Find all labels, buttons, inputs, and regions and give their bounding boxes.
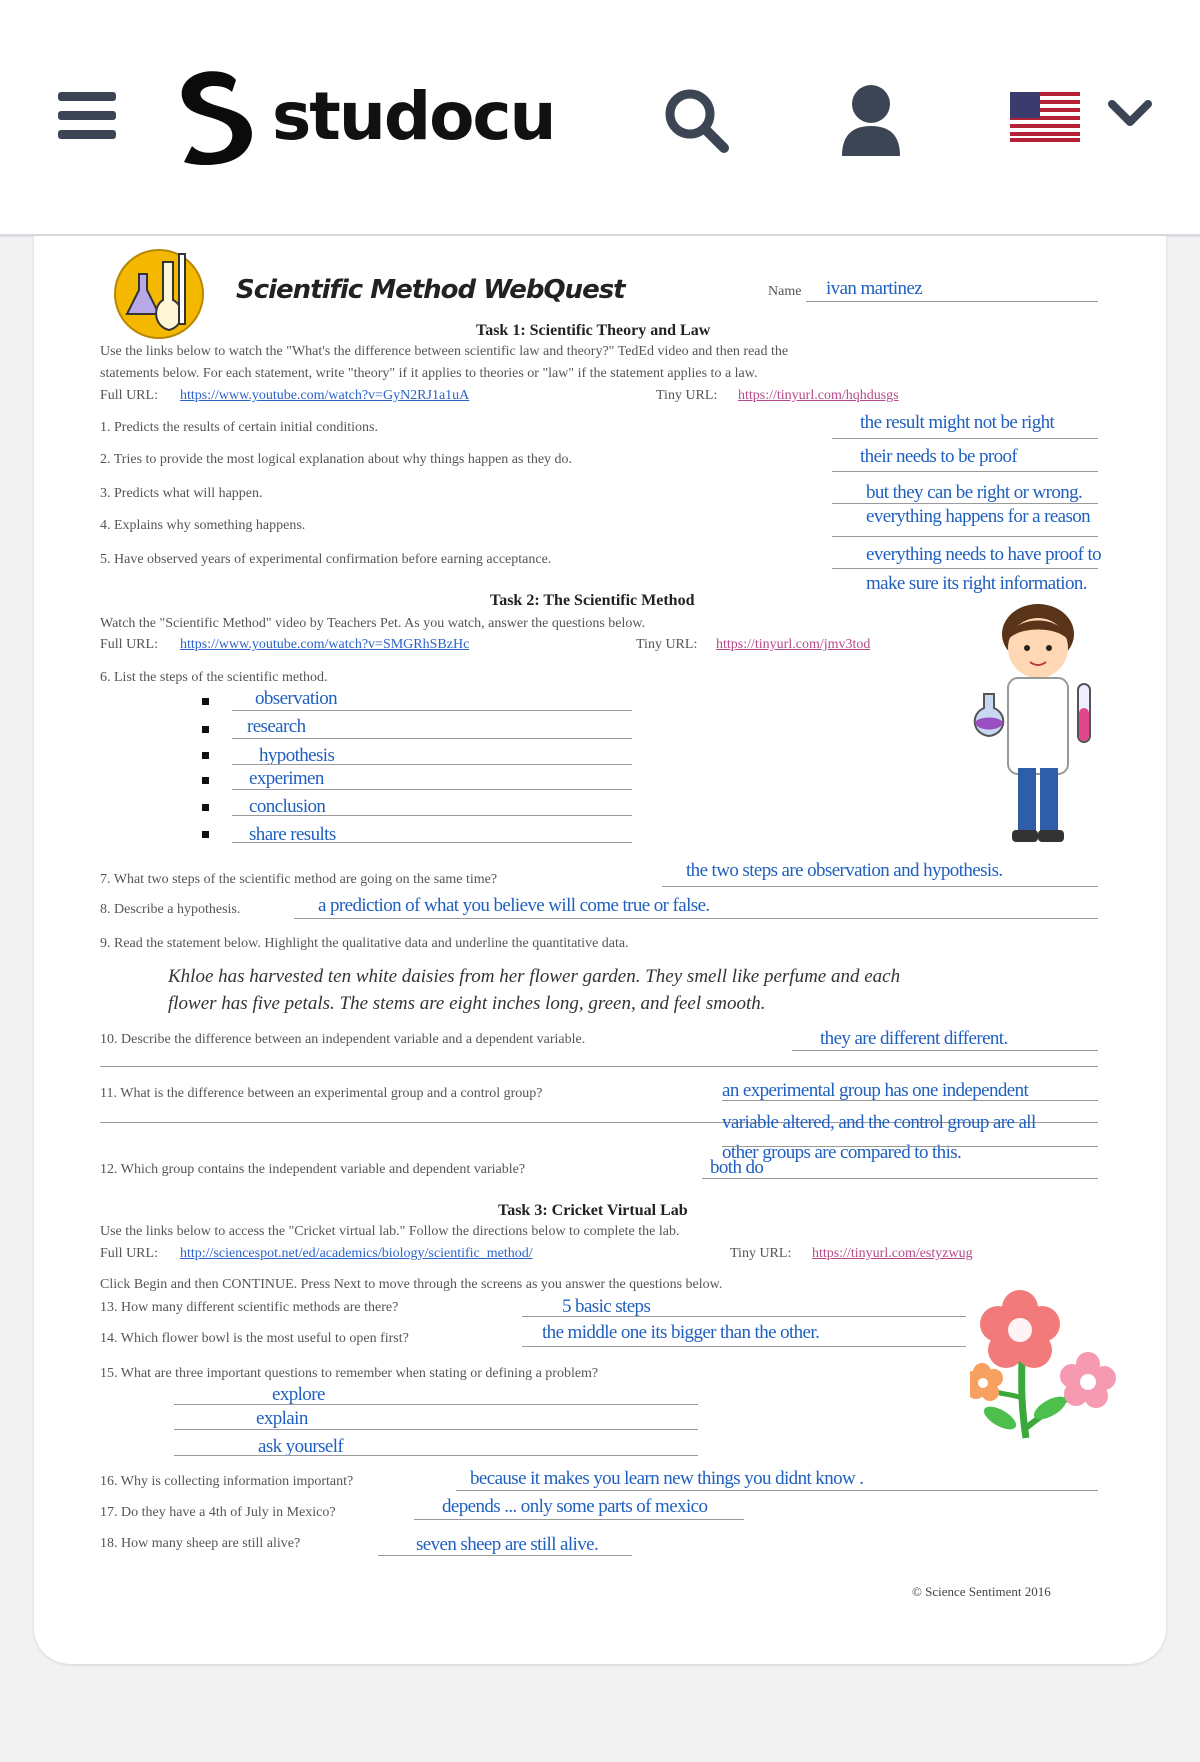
task2-answer-10: they are different different. — [820, 1028, 1008, 1049]
task3-question-14: 14. Which flower bowl is the most useful to open first? — [100, 1331, 409, 1346]
task1-answer-5a: everything needs to have proof to — [866, 544, 1102, 565]
step-3: hypothesis — [259, 745, 335, 766]
answer-line — [722, 1100, 1098, 1101]
answer-line — [832, 503, 1098, 504]
answer-line — [832, 536, 1098, 537]
bullet — [202, 831, 209, 838]
task2-heading: Task 2: The Scientific Method — [490, 592, 695, 609]
lab-flask-icon — [111, 244, 211, 345]
task1-answer-2: their needs to be proof — [860, 446, 1018, 467]
logo-text: studocu — [272, 77, 555, 155]
task2-question-12: 12. Which group contains the independent variable and dependent variable? — [100, 1162, 526, 1177]
task2-question-9: 9. Read the statement below. Highlight the qualitative data and underline the quantitative data. — [100, 936, 629, 951]
task1-tiny-url-link[interactable]: https://tinyurl.com/hqhdusgs — [738, 388, 899, 403]
task1-heading: Task 1: Scientific Theory and Law — [476, 322, 711, 339]
answer-line — [522, 1346, 966, 1347]
task2-full-url-link[interactable]: https://www.youtube.com/watch?v=SMGRhSBzHc — [180, 637, 470, 652]
answer-line — [722, 1146, 1098, 1147]
answer-line — [832, 568, 1098, 569]
answer-line — [832, 438, 1098, 439]
step-1: observation — [255, 688, 338, 709]
answer-line — [232, 738, 632, 739]
task3-question-13: 13. How many different scientific methods are there? — [100, 1300, 399, 1315]
task2-question-10: 10. Describe the difference between an independent variable and a dependent variable. — [100, 1032, 586, 1047]
passage-line1: Khloe has harvested ten white daisies from her flower garden. They smell like perfume and each — [168, 966, 901, 987]
answer-line — [456, 1490, 1098, 1491]
task1-tiny-url-label: Tiny URL: — [656, 388, 718, 403]
task2-tiny-url-label: Tiny URL: — [636, 637, 698, 652]
answer-line — [232, 842, 632, 843]
task1-question-1: 1. Predicts the results of certain initial conditions. — [100, 420, 378, 435]
step-4: experimen — [249, 768, 324, 789]
task1-answer-4: everything happens for a reason — [866, 506, 1091, 527]
task3-full-url-link[interactable]: http://sciencespot.net/ed/academics/biology/scientific_method/ — [180, 1246, 533, 1261]
task3-answer-18: seven sheep are still alive. — [416, 1534, 599, 1555]
task2-question-7: 7. What two steps of the scientific method are going on the same time? — [100, 872, 498, 887]
flower-illustration — [970, 1288, 1126, 1453]
task1-question-5: 5. Have observed years of experimental confirmation before earning acceptance. — [100, 552, 552, 567]
task2-question-8: 8. Describe a hypothesis. — [100, 902, 241, 917]
task3-question-18: 18. How many sheep are still alive? — [100, 1536, 301, 1551]
name-label: Name — [768, 284, 802, 299]
name-underline — [806, 301, 1098, 302]
task3-heading: Task 3: Cricket Virtual Lab — [498, 1202, 688, 1219]
task3-question-17: 17. Do they have a 4th of July in Mexico? — [100, 1505, 336, 1520]
answer-line — [378, 1555, 632, 1556]
task1-intro-line2: statements below. For each statement, write "theory" if it applies to theories or "law" if the statement applies to a law. — [100, 366, 758, 381]
answer-line — [174, 1404, 698, 1405]
task2-answer-7: the two steps are observation and hypothesis. — [686, 860, 1003, 881]
answer-line — [100, 1066, 1098, 1067]
task3-tiny-url-link[interactable]: https://tinyurl.com/estyzwug — [812, 1246, 973, 1261]
task1-answer-3: but they can be right or wrong. — [866, 482, 1083, 503]
task3-intro: Use the links below to access the "Cricket virtual lab." Follow the directions below to complete the lab. — [100, 1224, 680, 1239]
task2-question-11: 11. What is the difference between an experimental group and a control group? — [100, 1086, 543, 1101]
task2-answer-11b: variable altered, and the control group are all — [722, 1112, 1036, 1133]
answer-line — [662, 886, 1098, 887]
task3-intro2: Click Begin and then CONTINUE. Press Next to move through the screens as you answer the questions below. — [100, 1277, 723, 1292]
answer-line — [232, 815, 632, 816]
bullet — [202, 698, 209, 705]
answer-line — [174, 1429, 698, 1430]
answer-line — [294, 918, 1098, 919]
answer-line — [414, 1519, 744, 1520]
task1-question-2: 2. Tries to provide the most logical explanation about why things happen as they do. — [100, 452, 573, 467]
step-2: research — [247, 716, 306, 737]
answer-line — [232, 764, 632, 765]
task3-question-16: 16. Why is collecting information important? — [100, 1474, 354, 1489]
task2-answer-11a: an experimental group has one independent — [722, 1080, 1029, 1101]
task3-answer-17: depends ... only some parts of mexico — [442, 1496, 708, 1517]
task2-full-url-label: Full URL: — [100, 637, 158, 652]
task1-answer-5b: make sure its right information. — [866, 573, 1087, 594]
answer-line — [174, 1455, 698, 1456]
bullet — [202, 804, 209, 811]
name-value: ivan martinez — [826, 278, 923, 299]
task3-tiny-url-label: Tiny URL: — [730, 1246, 792, 1261]
task1-intro-line1: Use the links below to watch the "What's the difference between scientific law and theory?" TedEd video and then read the — [100, 344, 789, 359]
passage-line2: flower has five petals. The stems are eight inches long, green, and feel smooth. — [168, 993, 766, 1014]
task3-answer-14: the middle one its bigger than the other. — [542, 1322, 820, 1343]
document-title: Scientific Method WebQuest — [236, 275, 625, 305]
task1-full-url-link[interactable]: https://www.youtube.com/watch?v=GyN2RJ1a1uA — [180, 388, 470, 403]
task3-answer-13: 5 basic steps — [562, 1296, 651, 1317]
task2-answer-8: a prediction of what you believe will come true or false. — [318, 895, 710, 916]
bullet — [202, 752, 209, 759]
task1-full-url-label: Full URL: — [100, 388, 158, 403]
task1-question-4: 4. Explains why something happens. — [100, 518, 306, 533]
task3-answer-15c: ask yourself — [258, 1436, 344, 1457]
copyright-text: © Science Sentiment 2016 — [912, 1584, 1051, 1599]
task1-question-3: 3. Predicts what will happen. — [100, 486, 263, 501]
answer-line — [232, 789, 632, 790]
step-5: conclusion — [249, 796, 326, 817]
bullet — [202, 777, 209, 784]
bullet — [202, 726, 209, 733]
task2-answer-12: both do — [710, 1157, 764, 1178]
task3-answer-15a: explore — [272, 1384, 325, 1405]
answer-line — [702, 1178, 1098, 1179]
task3-answer-16: because it makes you learn new things you didnt know . — [470, 1468, 864, 1489]
task2-tiny-url-link[interactable]: https://tinyurl.com/jmv3tod — [716, 637, 871, 652]
task3-full-url-label: Full URL: — [100, 1246, 158, 1261]
task2-answer-11c: other groups are compared to this. — [722, 1142, 962, 1163]
task3-question-15: 15. What are three important questions to remember when stating or defining a problem? — [100, 1366, 599, 1381]
answer-line — [522, 1316, 966, 1317]
step-6: share results — [249, 824, 336, 845]
task2-intro: Watch the "Scientific Method" video by Teachers Pet. As you watch, answer the questions below. — [100, 616, 646, 631]
scientist-illustration — [972, 596, 1100, 855]
answer-line — [832, 471, 1098, 472]
task1-answer-1: the result might not be right — [860, 412, 1055, 433]
answer-line — [792, 1050, 1098, 1051]
task3-answer-15b: explain — [256, 1408, 308, 1429]
answer-line — [232, 710, 632, 711]
task2-question-6: 6. List the steps of the scientific method. — [100, 670, 328, 685]
